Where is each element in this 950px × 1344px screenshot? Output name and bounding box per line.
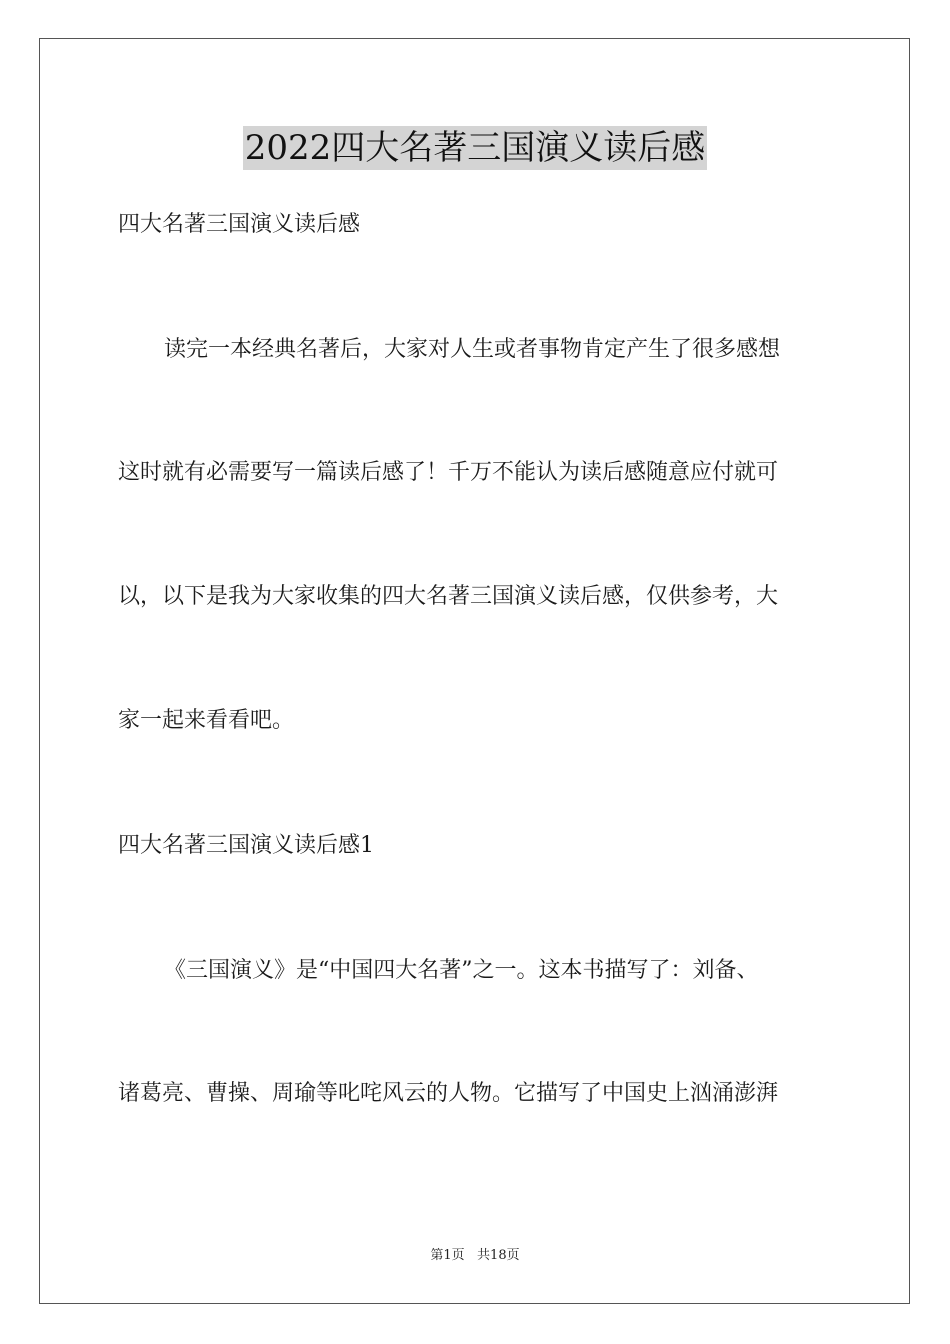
section-line-2: 诸葛亮、曹操、周瑜等叱咤风云的人物。它描写了中国史上汹涌澎湃 [118, 1081, 779, 1106]
section-heading: 四大名著三国演义读后感1 [118, 833, 374, 858]
section-line-1: 《三国演义》是“中国四大名著”之一。这本书描写了：刘备、 [164, 958, 759, 983]
title-container [0, 126, 950, 170]
page-number-footer: 第1页 共18页 [430, 1248, 520, 1263]
document-subtitle: 四大名著三国演义读后感 [118, 212, 361, 237]
document-title: 2022四大名著三国演义读后感 [244, 128, 706, 168]
intro-line-3: 以，以下是我为大家收集的四大名著三国演义读后感，仅供参考，大 [118, 584, 779, 609]
intro-line-1: 读完一本经典名著后，大家对人生或者事物肯定产生了很多感想 [164, 337, 781, 362]
intro-line-4: 家一起来看看吧。 [118, 708, 295, 733]
intro-line-2: 这时就有必需要写一篇读后感了！千万不能认为读后感随意应付就可 [118, 460, 779, 485]
